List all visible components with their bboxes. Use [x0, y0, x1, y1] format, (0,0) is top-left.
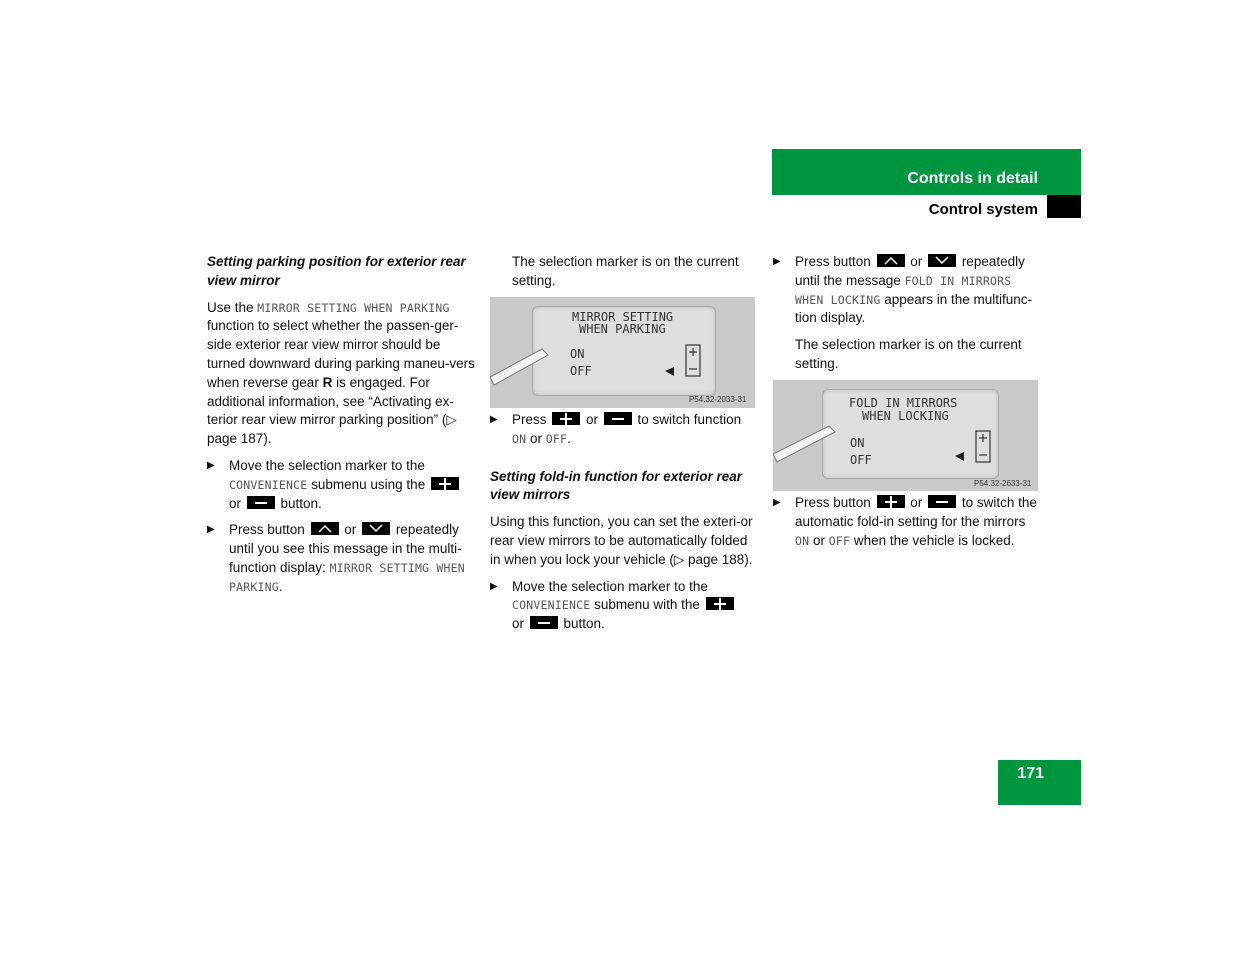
- plus-button-icon: [552, 412, 580, 425]
- paragraph-parking-intro: Use the MIRROR SETTING WHEN PARKING function to select whether the passen-ger-side exterior rear view mirror should be turned downward during parking maneu-vers when reverse gear R is engaged. For additional information, see “Activating ex-terior rear view mirror parking position” (▷ page 187).: [207, 299, 475, 447]
- lcd-line-2: WHEN LOCKING: [862, 409, 949, 423]
- subsection-title: Control system: [928, 201, 1038, 218]
- paragraph-fold-in-intro: Using this function, you can set the exteri-or rear view mirrors to be automatically folded in when you lock your vehicle (▷ page 188).: [490, 514, 753, 567]
- lcd-off: OFF: [850, 453, 872, 467]
- column-2: [490, 253, 756, 291]
- lcd-off: OFF: [570, 364, 592, 378]
- plus-button-icon: [706, 597, 734, 610]
- lcd-line-1: FOLD IN MIRRORS: [849, 396, 958, 410]
- step-switch-function: ▶ Press or to switch function ON or OFF.: [490, 412, 742, 446]
- lcd-on: ON: [570, 347, 585, 361]
- down-arrow-button-icon: [362, 522, 390, 535]
- bullet-arrow-icon: ▶: [207, 459, 215, 471]
- lcd-on: ON: [850, 436, 865, 450]
- up-arrow-button-icon: [877, 254, 905, 267]
- column-1: [207, 253, 475, 597]
- step-press-button: ▶ Press button or repeatedly until you see this message in the multi-function display: MIRROR SETTIMG WHEN PARKING.: [207, 522, 465, 594]
- step-press-fold: ▶ Press button or repeatedly until the message FOLD IN MIRRORS WHEN LOCKING appears in the multifunc-tion display.: [773, 254, 1033, 326]
- minus-button-icon: [928, 495, 956, 508]
- lcd-line-2: WHEN PARKING: [579, 322, 666, 336]
- lcd-line-1: MIRROR SETTING: [572, 310, 674, 324]
- plus-button-icon: [431, 477, 459, 490]
- lcd-image-code: P54.32-2633-31: [974, 479, 1032, 488]
- plus-button-icon: [877, 495, 905, 508]
- bullet-arrow-icon: ▶: [207, 524, 215, 536]
- bullet-arrow-icon: ▶: [490, 414, 498, 425]
- column-3: [773, 253, 1041, 374]
- up-arrow-button-icon: [311, 522, 339, 535]
- minus-button-icon: [247, 496, 275, 509]
- step-move-marker: ▶ Move the selection marker to the CONVENIENCE submenu using the or button.: [207, 457, 475, 513]
- lcd-pen-pointer-icon: [490, 297, 755, 408]
- heading-fold-in: Setting fold-in function for exterior rear view mirrors: [490, 468, 743, 503]
- bullet-arrow-icon: ▶: [490, 580, 498, 592]
- bullet-arrow-icon: ▶: [773, 497, 781, 508]
- column-3-lower: [773, 494, 1041, 550]
- lcd-image-code: P54.32-2033-31: [689, 395, 747, 404]
- minus-button-icon: [604, 412, 632, 425]
- paragraph-marker-current-2: The selection marker is on the current setting.: [795, 337, 1022, 371]
- lcd-pen-pointer-icon: [773, 380, 1038, 491]
- bullet-arrow-icon: ▶: [773, 256, 781, 267]
- lcd-mirror-setting-image: [490, 297, 755, 408]
- down-arrow-button-icon: [928, 254, 956, 267]
- minus-button-icon: [530, 616, 558, 629]
- paragraph-marker-current: The selection marker is on the current setting.: [512, 254, 739, 288]
- page-number: 171: [1017, 765, 1044, 782]
- header-black-tab: [1047, 195, 1081, 218]
- section-title: Controls in detail: [907, 170, 1038, 187]
- lcd-fold-mirrors-image: [773, 380, 1038, 491]
- step-switch-fold: ▶ Press button or to switch the automatic fold-in setting for the mirrors ON or OFF when the vehicle is locked.: [773, 495, 1037, 548]
- column-2-lower: [490, 411, 756, 634]
- heading-parking-position: Setting parking position for exterior rear view mirror: [207, 254, 466, 288]
- step-move-marker-2: ▶ Move the selection marker to the CONVENIENCE submenu with the or button.: [490, 578, 756, 634]
